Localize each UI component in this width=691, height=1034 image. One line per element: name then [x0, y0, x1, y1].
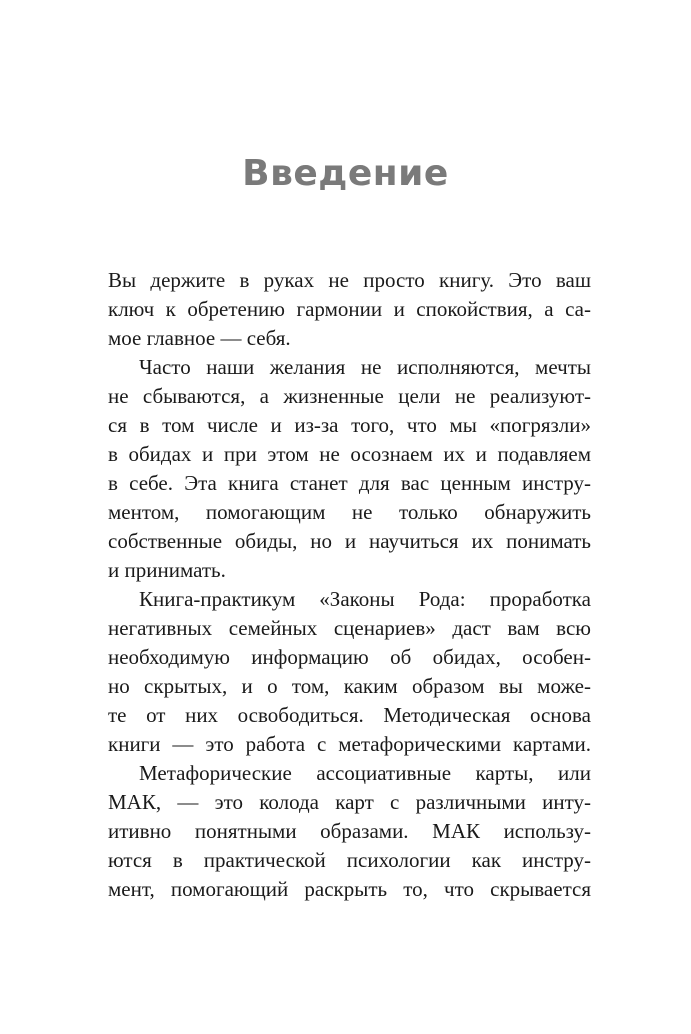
text-line: те от них освободиться. Методическая основа [108, 703, 591, 727]
text-line: Часто наши желания не исполняются, мечты [139, 355, 591, 379]
text-line: не сбываются, а жизненные цели не реализуют- [108, 384, 591, 408]
text-line: но скрытых, и о том, каким образом вы може- [108, 674, 591, 698]
text-line: собственные обиды, но и научиться их понимать [108, 529, 591, 553]
text-line: итивно понятными образами. МАК использу- [108, 819, 591, 843]
text-line: ключ к обретению гармонии и спокойствия, а са- [108, 297, 591, 321]
text-line: книги — это работа с метафорическими картами. [108, 732, 591, 756]
text-line: ментом, помогающим не только обнаружить [108, 500, 591, 524]
text-line: Вы держите в руках не просто книгу. Это ваш [108, 268, 591, 292]
text-line: мент, помогающий раскрыть то, что скрывается [108, 877, 591, 901]
text-line: Книга-практикум «Законы Рода: проработка [139, 587, 591, 611]
text-line: МАК, — это колода карт с различными инту- [108, 790, 591, 814]
body-text [108, 266, 591, 904]
text-line: в себе. Эта книга станет для вас ценным инстру- [108, 471, 591, 495]
text-line: мое главное — себя. [108, 326, 291, 350]
text-line: негативных семейных сценариев» даст вам всю [108, 616, 591, 640]
text-line: ются в практической психологии как инстру- [108, 848, 591, 872]
text-line: и принимать. [108, 558, 226, 582]
text-line: ся в том числе и из-за того, что мы «погрязли» [108, 413, 591, 437]
text-line: в обидах и при этом не осознаем их и подавляем [108, 442, 591, 466]
text-line: Метафорические ассоциативные карты, или [139, 761, 591, 785]
text-line: необходимую информацию об обидах, особен- [108, 645, 591, 669]
chapter-title: Введение [242, 153, 449, 194]
